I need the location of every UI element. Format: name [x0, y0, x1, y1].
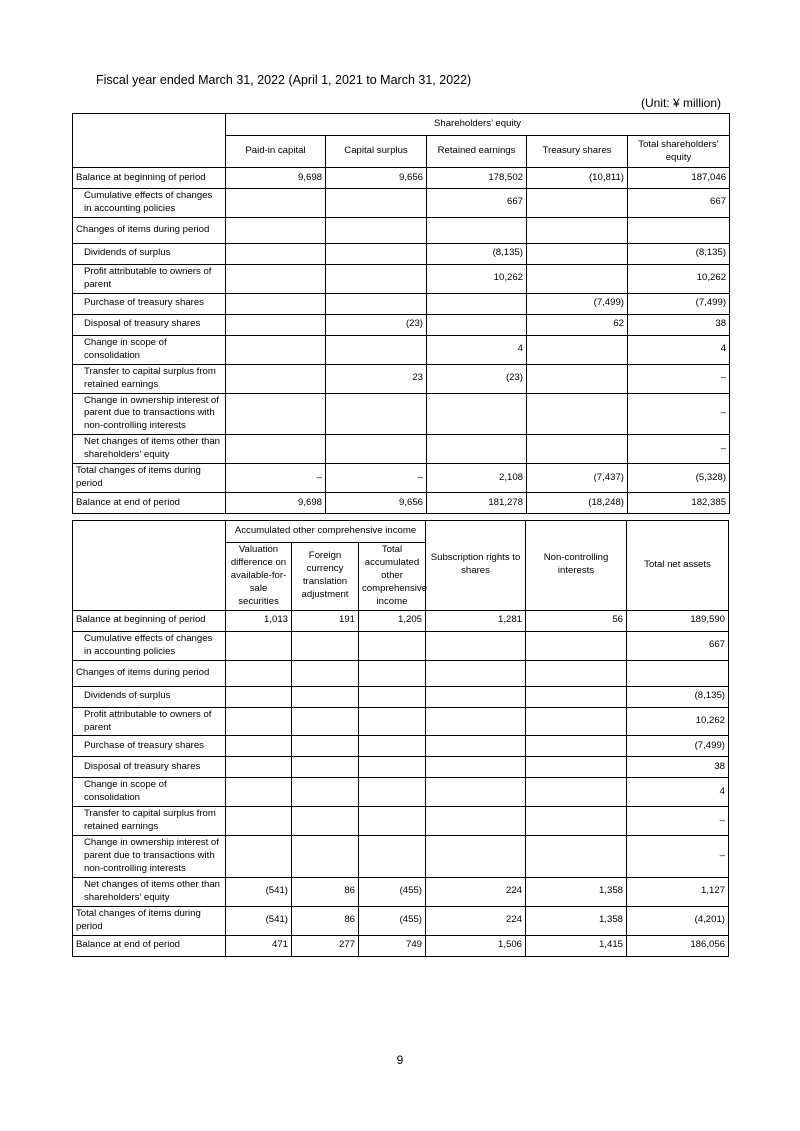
table-cell: (541)	[226, 878, 292, 907]
table-cell	[526, 757, 627, 778]
table-cell	[359, 736, 426, 757]
table-cell	[226, 660, 292, 686]
row-label: Changes of items during period	[73, 660, 226, 686]
table-cell	[292, 707, 359, 736]
table-cell: 224	[426, 906, 526, 935]
table-cell: 38	[627, 757, 729, 778]
table-cell: 181,278	[427, 493, 527, 514]
table-cell	[292, 686, 359, 707]
comprehensive-income-table	[72, 520, 729, 957]
table-cell: (18,248)	[527, 493, 628, 514]
table-cell: 10,262	[427, 264, 527, 293]
table-cell	[226, 435, 326, 464]
row-label: Change in scope of consolidation	[73, 778, 226, 807]
table-cell	[427, 393, 527, 435]
table-cell: (455)	[359, 906, 426, 935]
row-label: Purchase of treasury shares	[73, 736, 226, 757]
table-cell	[527, 435, 628, 464]
unit-label: (Unit: ¥ million)	[640, 96, 721, 110]
table-cell	[527, 243, 628, 264]
table-cell	[426, 707, 526, 736]
table-cell	[426, 736, 526, 757]
table-cell	[359, 631, 426, 660]
statement-period-heading: Fiscal year ended March 31, 2022 (April 1, 2021 to March 31, 2022)	[96, 73, 472, 87]
table-row	[73, 707, 729, 736]
shareholders-equity-header: Shareholders’ equity	[226, 114, 730, 136]
table-cell: (8,135)	[627, 686, 729, 707]
table-cell	[359, 836, 426, 878]
table-row	[73, 168, 730, 189]
table-row	[73, 243, 730, 264]
table-cell	[627, 660, 729, 686]
table-cell	[226, 189, 326, 218]
col-header-valuation-difference: Valuation difference on available-for-sale securities	[226, 543, 292, 611]
row-label: Purchase of treasury shares	[73, 293, 226, 314]
table-cell: (4,201)	[627, 906, 729, 935]
table-cell: –	[627, 807, 729, 836]
row-label: Disposal of treasury shares	[73, 757, 226, 778]
table-cell	[527, 217, 628, 243]
table-cell	[426, 631, 526, 660]
row-label: Changes of items during period	[73, 217, 226, 243]
accumulated-oci-header: Accumulated other comprehensive income	[226, 521, 426, 543]
table-row	[73, 736, 729, 757]
table-cell	[426, 778, 526, 807]
table-cell: (7,499)	[628, 293, 730, 314]
table-cell	[359, 707, 426, 736]
row-label: Balance at end of period	[73, 493, 226, 514]
col-header-total-net-assets: Total net assets	[627, 521, 729, 611]
table-cell	[326, 393, 427, 435]
row-label: Dividends of surplus	[73, 686, 226, 707]
table-cell: 178,502	[427, 168, 527, 189]
table-cell: 1,205	[359, 610, 426, 631]
table-cell	[226, 264, 326, 293]
col-header-non-controlling-interests: Non-controlling interests	[526, 521, 627, 611]
table-cell	[427, 217, 527, 243]
table-cell	[326, 293, 427, 314]
table-cell: 9,698	[226, 168, 326, 189]
col-header-4: Treasury shares	[527, 136, 628, 168]
table-cell: –	[628, 364, 730, 393]
table-cell	[226, 778, 292, 807]
table-cell	[226, 707, 292, 736]
table-row	[73, 686, 729, 707]
table-row	[73, 757, 729, 778]
table-cell	[226, 393, 326, 435]
table-cell: 9,656	[326, 168, 427, 189]
table-cell: 38	[628, 314, 730, 335]
table-cell: (7,499)	[527, 293, 628, 314]
table-row	[73, 335, 730, 364]
table-cell: 1,358	[526, 878, 627, 907]
table-cell	[526, 707, 627, 736]
row-label: Total changes of items during period	[73, 464, 226, 493]
table-cell	[359, 778, 426, 807]
table-cell	[526, 686, 627, 707]
table-row	[73, 314, 730, 335]
table-cell	[292, 757, 359, 778]
table-cell	[628, 217, 730, 243]
table-cell: (23)	[326, 314, 427, 335]
row-label: Profit attributable to owners of parent	[73, 264, 226, 293]
table-cell: 667	[627, 631, 729, 660]
table-cell: 191	[292, 610, 359, 631]
table-row	[73, 660, 729, 686]
table-cell: (8,135)	[628, 243, 730, 264]
table-cell	[226, 364, 326, 393]
table-cell	[226, 736, 292, 757]
col-header-foreign-currency: Foreign currency translation adjustment	[292, 543, 359, 611]
table-cell: 277	[292, 935, 359, 956]
table-row	[73, 807, 729, 836]
table-cell: –	[627, 836, 729, 878]
row-label: Net changes of items other than shareholders’ equity	[73, 878, 226, 907]
row-label: Total changes of items during period	[73, 906, 226, 935]
table-cell	[326, 264, 427, 293]
row-label: Balance at end of period	[73, 935, 226, 956]
table-cell	[226, 836, 292, 878]
shareholders-equity-table	[72, 113, 730, 514]
col-header-5: Total shareholders’ equity	[628, 136, 730, 168]
table-cell	[226, 243, 326, 264]
table-cell	[527, 264, 628, 293]
page-number: 9	[396, 1053, 404, 1067]
table-cell: 1,013	[226, 610, 292, 631]
table-cell: 1,415	[526, 935, 627, 956]
table-cell	[427, 314, 527, 335]
row-label: Cumulative effects of changes in accounting policies	[73, 189, 226, 218]
table-cell	[292, 631, 359, 660]
table-row	[73, 393, 730, 435]
table-cell: 56	[526, 610, 627, 631]
table-cell: 1,281	[426, 610, 526, 631]
table-cell	[326, 217, 427, 243]
table-cell	[226, 335, 326, 364]
table-row	[73, 631, 729, 660]
table-cell	[526, 836, 627, 878]
table-row	[73, 935, 729, 956]
table-cell	[426, 686, 526, 707]
table-cell	[226, 217, 326, 243]
row-label: Disposal of treasury shares	[73, 314, 226, 335]
table-cell: 1,506	[426, 935, 526, 956]
table-cell: 9,698	[226, 493, 326, 514]
table-row	[73, 217, 730, 243]
row-label: Transfer to capital surplus from retained earnings	[73, 807, 226, 836]
table-cell: 667	[628, 189, 730, 218]
row-label: Dividends of surplus	[73, 243, 226, 264]
table-row	[73, 836, 729, 878]
col-header-1: Paid-in capital	[226, 136, 326, 168]
table-row	[73, 264, 730, 293]
table-cell	[359, 807, 426, 836]
table-row	[73, 778, 729, 807]
row-label: Balance at beginning of period	[73, 168, 226, 189]
table-cell: (7,499)	[627, 736, 729, 757]
table-row	[73, 906, 729, 935]
table-cell	[226, 757, 292, 778]
table-row	[73, 435, 730, 464]
table-cell: 1,358	[526, 906, 627, 935]
table-cell	[292, 807, 359, 836]
table-row	[73, 189, 730, 218]
table-cell: 86	[292, 906, 359, 935]
row-label-header	[73, 521, 226, 611]
table-cell: 224	[426, 878, 526, 907]
table-cell: 62	[527, 314, 628, 335]
table-cell	[326, 243, 427, 264]
table-cell	[226, 314, 326, 335]
table-cell: 4	[427, 335, 527, 364]
table-cell	[527, 189, 628, 218]
table-cell	[226, 686, 292, 707]
table-cell: 189,590	[627, 610, 729, 631]
table-cell	[326, 335, 427, 364]
table-cell	[326, 435, 427, 464]
table-cell: 10,262	[628, 264, 730, 293]
table-cell	[426, 807, 526, 836]
col-header-3: Retained earnings	[427, 136, 527, 168]
row-label-header	[73, 114, 226, 168]
table-cell	[426, 660, 526, 686]
table-cell	[292, 736, 359, 757]
table-row	[73, 464, 730, 493]
table-cell: 10,262	[627, 707, 729, 736]
table-cell	[292, 836, 359, 878]
table-cell: –	[628, 435, 730, 464]
table-cell: 23	[326, 364, 427, 393]
table-cell	[292, 778, 359, 807]
table-cell: –	[226, 464, 326, 493]
table-cell: 182,385	[628, 493, 730, 514]
col-header-total-accumulated-oci: Total accumulated other comprehensive income	[359, 543, 426, 611]
table-cell	[526, 807, 627, 836]
table-cell	[226, 807, 292, 836]
table-cell: 186,056	[627, 935, 729, 956]
table-cell	[359, 686, 426, 707]
table-cell: –	[628, 393, 730, 435]
table-cell	[527, 393, 628, 435]
row-label: Cumulative effects of changes in accounting policies	[73, 631, 226, 660]
table-cell	[326, 189, 427, 218]
table-cell	[359, 757, 426, 778]
table-cell: (10,811)	[527, 168, 628, 189]
table-cell: 667	[427, 189, 527, 218]
table-cell	[359, 660, 426, 686]
table-row	[73, 878, 729, 907]
table-cell: (8,135)	[427, 243, 527, 264]
table-cell	[426, 836, 526, 878]
table-row	[73, 610, 729, 631]
table-row	[73, 364, 730, 393]
table-cell: 4	[627, 778, 729, 807]
row-label: Change in scope of consolidation	[73, 335, 226, 364]
col-header-2: Capital surplus	[326, 136, 427, 168]
table-cell: (5,328)	[628, 464, 730, 493]
row-label: Change in ownership interest of parent due to transactions with non-controlling interests	[73, 393, 226, 435]
row-label: Profit attributable to owners of parent	[73, 707, 226, 736]
table-cell: 1,127	[627, 878, 729, 907]
table-cell: 4	[628, 335, 730, 364]
table-cell: 2,108	[427, 464, 527, 493]
row-label: Transfer to capital surplus from retained earnings	[73, 364, 226, 393]
table-row	[73, 493, 730, 514]
row-label: Net changes of items other than shareholders’ equity	[73, 435, 226, 464]
table-cell: (7,437)	[527, 464, 628, 493]
table-cell: –	[326, 464, 427, 493]
table-cell: 187,046	[628, 168, 730, 189]
table-cell	[526, 736, 627, 757]
table-cell	[427, 435, 527, 464]
col-header-subscription-rights: Subscription rights to shares	[426, 521, 526, 611]
table-cell: 471	[226, 935, 292, 956]
table-cell	[426, 757, 526, 778]
row-label: Balance at beginning of period	[73, 610, 226, 631]
table-cell	[527, 364, 628, 393]
table-cell: 9,656	[326, 493, 427, 514]
table-cell	[526, 631, 627, 660]
table-cell: (541)	[226, 906, 292, 935]
table-cell: 86	[292, 878, 359, 907]
table-cell: (455)	[359, 878, 426, 907]
table-cell	[292, 660, 359, 686]
table-cell: 749	[359, 935, 426, 956]
table-cell	[526, 778, 627, 807]
table-cell	[226, 631, 292, 660]
row-label: Change in ownership interest of parent due to transactions with non-controlling interests	[73, 836, 226, 878]
table-cell	[526, 660, 627, 686]
table-cell	[527, 335, 628, 364]
table-cell	[226, 293, 326, 314]
table-cell	[427, 293, 527, 314]
table-cell: (23)	[427, 364, 527, 393]
table-row	[73, 293, 730, 314]
